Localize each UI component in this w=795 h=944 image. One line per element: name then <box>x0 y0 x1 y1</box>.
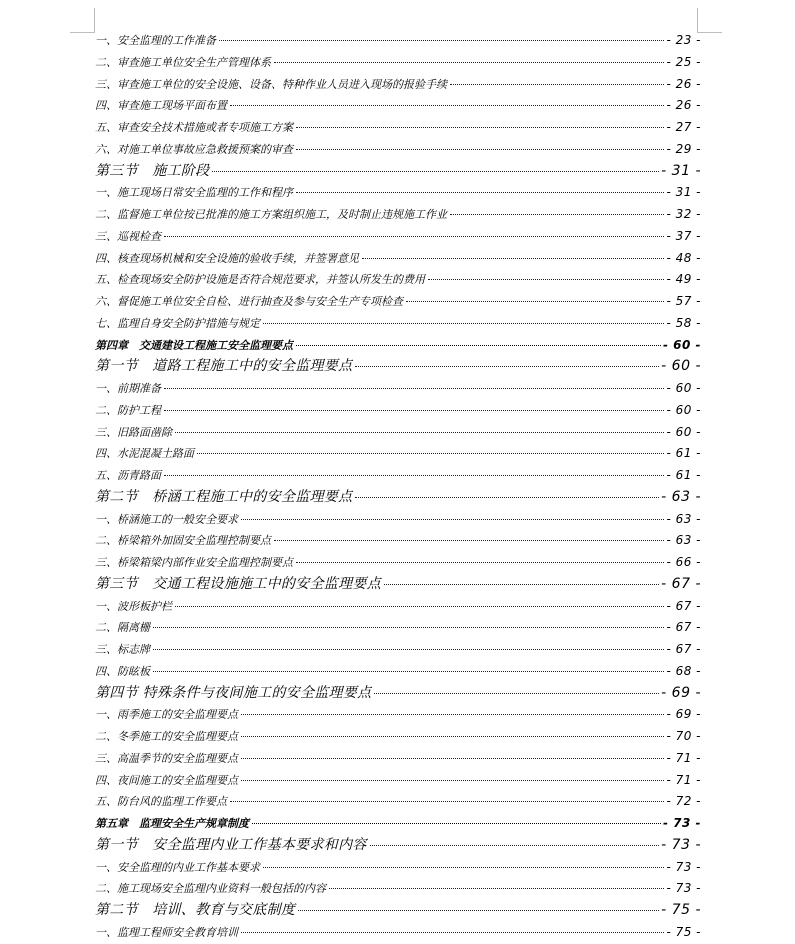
toc-page-number: - 67 - <box>666 620 701 635</box>
toc-page-number: - 71 - <box>666 772 701 787</box>
toc-section-entry[interactable] <box>95 574 701 596</box>
toc-section-entry[interactable] <box>95 835 701 857</box>
toc-page-number: - 49 - <box>666 272 701 287</box>
toc-page-number: - 66 - <box>666 555 701 569</box>
toc-entry-title: 一、前期准备 <box>95 382 161 395</box>
table-of-contents <box>95 30 701 944</box>
toc-entry-title: 一、雨季施工的安全监理要点 <box>95 708 238 722</box>
toc-dot-leader <box>370 845 659 846</box>
toc-section-entry[interactable] <box>95 900 701 922</box>
toc-dot-leader <box>263 323 664 324</box>
toc-item-entry[interactable] <box>95 465 701 487</box>
toc-dot-leader <box>450 84 664 85</box>
toc-entry-title: 四、审查施工现场平面布置 <box>95 99 227 113</box>
toc-entry-title: 二、冬季施工的安全监理要点 <box>95 730 238 743</box>
toc-item-entry[interactable] <box>95 117 701 139</box>
toc-page-number: - 60 - <box>666 424 701 439</box>
toc-page-number: - 57 - <box>666 294 701 308</box>
toc-dot-leader <box>296 192 664 193</box>
toc-item-entry[interactable] <box>95 878 701 900</box>
toc-dot-leader <box>241 758 664 759</box>
toc-item-entry[interactable] <box>95 30 701 52</box>
toc-dot-leader <box>164 388 664 389</box>
toc-dot-leader <box>175 432 664 433</box>
toc-dot-leader <box>153 649 664 650</box>
toc-entry-title: 三、审查施工单位的安全设施、设备、特种作业人员进入现场的报验手续 <box>95 77 447 91</box>
toc-item-entry[interactable] <box>95 530 701 552</box>
toc-page-number: - 69 - <box>666 707 701 722</box>
toc-dot-leader <box>274 62 664 63</box>
toc-page-number: - 23 - <box>666 33 701 47</box>
toc-dot-leader <box>263 867 664 868</box>
toc-dot-leader <box>241 519 664 520</box>
toc-entry-title: 一、监理工程师安全教育培训 <box>95 925 238 939</box>
toc-entry-title: 二、防护工程 <box>95 403 161 417</box>
toc-entry-title: 第五章 监理安全生产规章制度 <box>95 817 249 830</box>
toc-page-number: - 48 - <box>666 250 701 265</box>
toc-entry-title: 五、沥青路面 <box>95 469 161 482</box>
toc-item-entry[interactable] <box>95 291 701 313</box>
toc-page-number: - 26 - <box>666 98 701 113</box>
toc-page-number: - 67 - <box>666 642 701 656</box>
toc-dot-leader <box>355 366 659 367</box>
toc-page-number: - 63 - <box>661 488 701 505</box>
toc-entry-title: 二、隔离栅 <box>95 621 150 635</box>
toc-entry-title: 二、施工现场安全监理内业资料一般包括的内容 <box>95 882 326 896</box>
toc-dot-leader <box>241 736 664 737</box>
toc-entry-title: 四、水泥混凝土路面 <box>95 447 194 461</box>
toc-item-entry[interactable] <box>95 204 701 226</box>
toc-dot-leader <box>296 149 664 150</box>
toc-entry-title: 二、监督施工单位按已批准的施工方案组织施工，及时制止违规施工作业 <box>95 208 447 221</box>
toc-section-entry[interactable] <box>95 683 701 705</box>
toc-item-entry[interactable] <box>95 639 701 661</box>
toc-entry-title: 第二节 桥涵工程施工中的安全监理要点 <box>95 488 353 505</box>
toc-dot-leader <box>252 823 661 824</box>
toc-page-number: - 26 - <box>666 76 701 91</box>
toc-dot-leader <box>241 932 664 933</box>
toc-section-entry[interactable] <box>95 161 701 183</box>
toc-section-entry[interactable] <box>95 356 701 378</box>
toc-dot-leader <box>450 214 664 215</box>
toc-item-entry[interactable] <box>95 226 701 248</box>
toc-dot-leader <box>175 606 664 607</box>
toc-entry-title: 第一节 安全监理内业工作基本要求和内容 <box>95 836 367 853</box>
toc-item-entry[interactable] <box>95 596 701 618</box>
toc-page-number: - 61 - <box>666 468 701 482</box>
toc-dot-leader <box>355 497 659 498</box>
toc-dot-leader <box>197 453 664 454</box>
toc-item-entry[interactable] <box>95 791 701 813</box>
toc-dot-leader <box>241 780 664 781</box>
toc-entry-title: 三、桥梁箱梁内部作业安全监理控制要点 <box>95 556 293 569</box>
toc-page-number: - 73 - <box>661 836 701 853</box>
toc-entry-title: 一、桥涵施工的一般安全要求 <box>95 512 238 526</box>
toc-item-entry[interactable] <box>95 378 701 400</box>
toc-entry-title: 一、波形板护栏 <box>95 599 172 613</box>
toc-dot-leader <box>329 888 664 889</box>
toc-entry-title: 三、标志牌 <box>95 643 150 656</box>
toc-entry-title: 第一节 道路工程施工中的安全监理要点 <box>95 358 353 375</box>
toc-item-entry[interactable] <box>95 552 701 574</box>
toc-page-number: - 29 - <box>666 141 701 156</box>
toc-section-entry[interactable] <box>95 487 701 509</box>
toc-dot-leader <box>406 301 664 302</box>
toc-dot-leader <box>298 910 659 911</box>
toc-dot-leader <box>153 627 664 628</box>
toc-item-entry[interactable] <box>95 422 701 444</box>
toc-dot-leader <box>219 40 664 41</box>
toc-entry-title: 第四章 交通建设工程施工安全监理要点 <box>95 338 293 352</box>
toc-item-entry[interactable] <box>95 400 701 422</box>
toc-item-entry[interactable] <box>95 770 701 792</box>
toc-item-entry[interactable] <box>95 182 701 204</box>
toc-entry-title: 七、监理自身安全防护措施与规定 <box>95 316 260 330</box>
toc-page-number: - 60 - <box>662 337 701 352</box>
toc-item-entry[interactable] <box>95 313 701 335</box>
toc-page-number: - 67 - <box>661 575 701 592</box>
toc-page-number: - 58 - <box>666 315 701 330</box>
toc-page-number: - 75 - <box>666 924 701 939</box>
toc-dot-leader <box>296 345 661 346</box>
toc-item-entry[interactable] <box>95 269 701 291</box>
toc-dot-leader <box>230 105 664 106</box>
toc-page-number: - 71 - <box>666 750 701 765</box>
toc-entry-title: 一、施工现场日常安全监理的工作和程序 <box>95 186 293 200</box>
toc-dot-leader <box>384 584 659 585</box>
toc-dot-leader <box>164 475 664 476</box>
toc-entry-title: 四、核查现场机械和安全设施的验收手续，并签署意见 <box>95 251 359 265</box>
page-corner-mark-left <box>70 8 95 33</box>
toc-item-entry[interactable] <box>95 922 701 944</box>
toc-dot-leader <box>296 127 664 128</box>
toc-dot-leader <box>362 258 664 259</box>
toc-page-number: - 61 - <box>666 446 701 461</box>
toc-entry-title: 五、审查安全技术措施或者专项施工方案 <box>95 121 293 134</box>
toc-entry-title: 第二节 培训、教育与交底制度 <box>95 902 296 918</box>
toc-dot-leader <box>241 714 664 715</box>
toc-chapter-entry[interactable] <box>95 335 701 357</box>
toc-entry-title: 二、桥梁箱外加固安全监理控制要点 <box>95 534 271 548</box>
toc-page-number: - 60 - <box>666 381 701 395</box>
toc-entry-title: 三、巡视检查 <box>95 229 161 243</box>
toc-dot-leader <box>296 562 664 563</box>
toc-page-number: - 63 - <box>666 533 701 548</box>
toc-item-entry[interactable] <box>95 139 701 161</box>
toc-dot-leader <box>212 171 659 172</box>
toc-entry-title: 三、高温季节的安全监理要点 <box>95 751 238 765</box>
toc-page-number: - 25 - <box>666 54 701 69</box>
toc-page-number: - 73 - <box>662 816 701 830</box>
toc-entry-title: 第四节 特殊条件与夜间施工的安全监理要点 <box>95 684 372 701</box>
toc-entry-title: 五、防台风的监理工作要点 <box>95 795 227 809</box>
toc-chapter-entry[interactable] <box>95 813 701 835</box>
toc-entry-title: 四、夜间施工的安全监理要点 <box>95 773 238 787</box>
toc-dot-leader <box>374 693 659 694</box>
toc-item-entry[interactable] <box>95 509 701 531</box>
toc-entry-title: 六、对施工单位事故应急救援预案的审查 <box>95 142 293 156</box>
toc-dot-leader <box>164 236 664 237</box>
toc-page-number: - 67 - <box>666 598 701 613</box>
toc-page-number: - 68 - <box>666 663 701 678</box>
toc-item-entry[interactable] <box>95 248 701 270</box>
toc-item-entry[interactable] <box>95 661 701 683</box>
toc-item-entry[interactable] <box>95 726 701 748</box>
toc-dot-leader <box>428 279 664 280</box>
toc-page-number: - 73 - <box>666 881 701 896</box>
toc-page-number: - 32 - <box>666 207 701 221</box>
toc-entry-title: 三、旧路面凿除 <box>95 425 172 439</box>
toc-page-number: - 37 - <box>666 228 701 243</box>
toc-page-number: - 60 - <box>666 402 701 417</box>
toc-page-number: - 31 - <box>661 162 701 179</box>
toc-item-entry[interactable] <box>95 857 701 879</box>
toc-item-entry[interactable] <box>95 443 701 465</box>
toc-entry-title: 一、安全监理的内业工作基本要求 <box>95 860 260 874</box>
toc-page-number: - 63 - <box>666 511 701 526</box>
toc-page-number: - 75 - <box>661 902 701 918</box>
toc-entry-title: 四、防眩板 <box>95 664 150 678</box>
toc-item-entry[interactable] <box>95 617 701 639</box>
toc-item-entry[interactable] <box>95 95 701 117</box>
toc-entry-title: 一、安全监理的工作准备 <box>95 34 216 47</box>
toc-dot-leader <box>274 540 664 541</box>
toc-page-number: - 69 - <box>661 684 701 701</box>
toc-page-number: - 60 - <box>661 358 701 375</box>
toc-page-number: - 27 - <box>666 120 701 134</box>
toc-item-entry[interactable] <box>95 748 701 770</box>
toc-entry-title: 第三节 施工阶段 <box>95 162 210 179</box>
toc-page-number: - 73 - <box>666 859 701 874</box>
toc-page-number: - 31 - <box>666 185 701 200</box>
toc-dot-leader <box>153 671 664 672</box>
toc-item-entry[interactable] <box>95 52 701 74</box>
toc-page-number: - 70 - <box>666 729 701 743</box>
toc-dot-leader <box>164 410 664 411</box>
toc-page-number: - 72 - <box>666 794 701 809</box>
toc-dot-leader <box>230 801 664 802</box>
toc-entry-title: 五、检查现场安全防护设施是否符合规范要求，并签认所发生的费用 <box>95 273 425 287</box>
toc-entry-title: 六、督促施工单位安全自检、进行抽查及参与安全生产专项检查 <box>95 295 403 308</box>
toc-entry-title: 第三节 交通工程设施施工中的安全监理要点 <box>95 575 381 592</box>
toc-item-entry[interactable] <box>95 74 701 96</box>
toc-item-entry[interactable] <box>95 704 701 726</box>
toc-entry-title: 二、审查施工单位安全生产管理体系 <box>95 55 271 69</box>
